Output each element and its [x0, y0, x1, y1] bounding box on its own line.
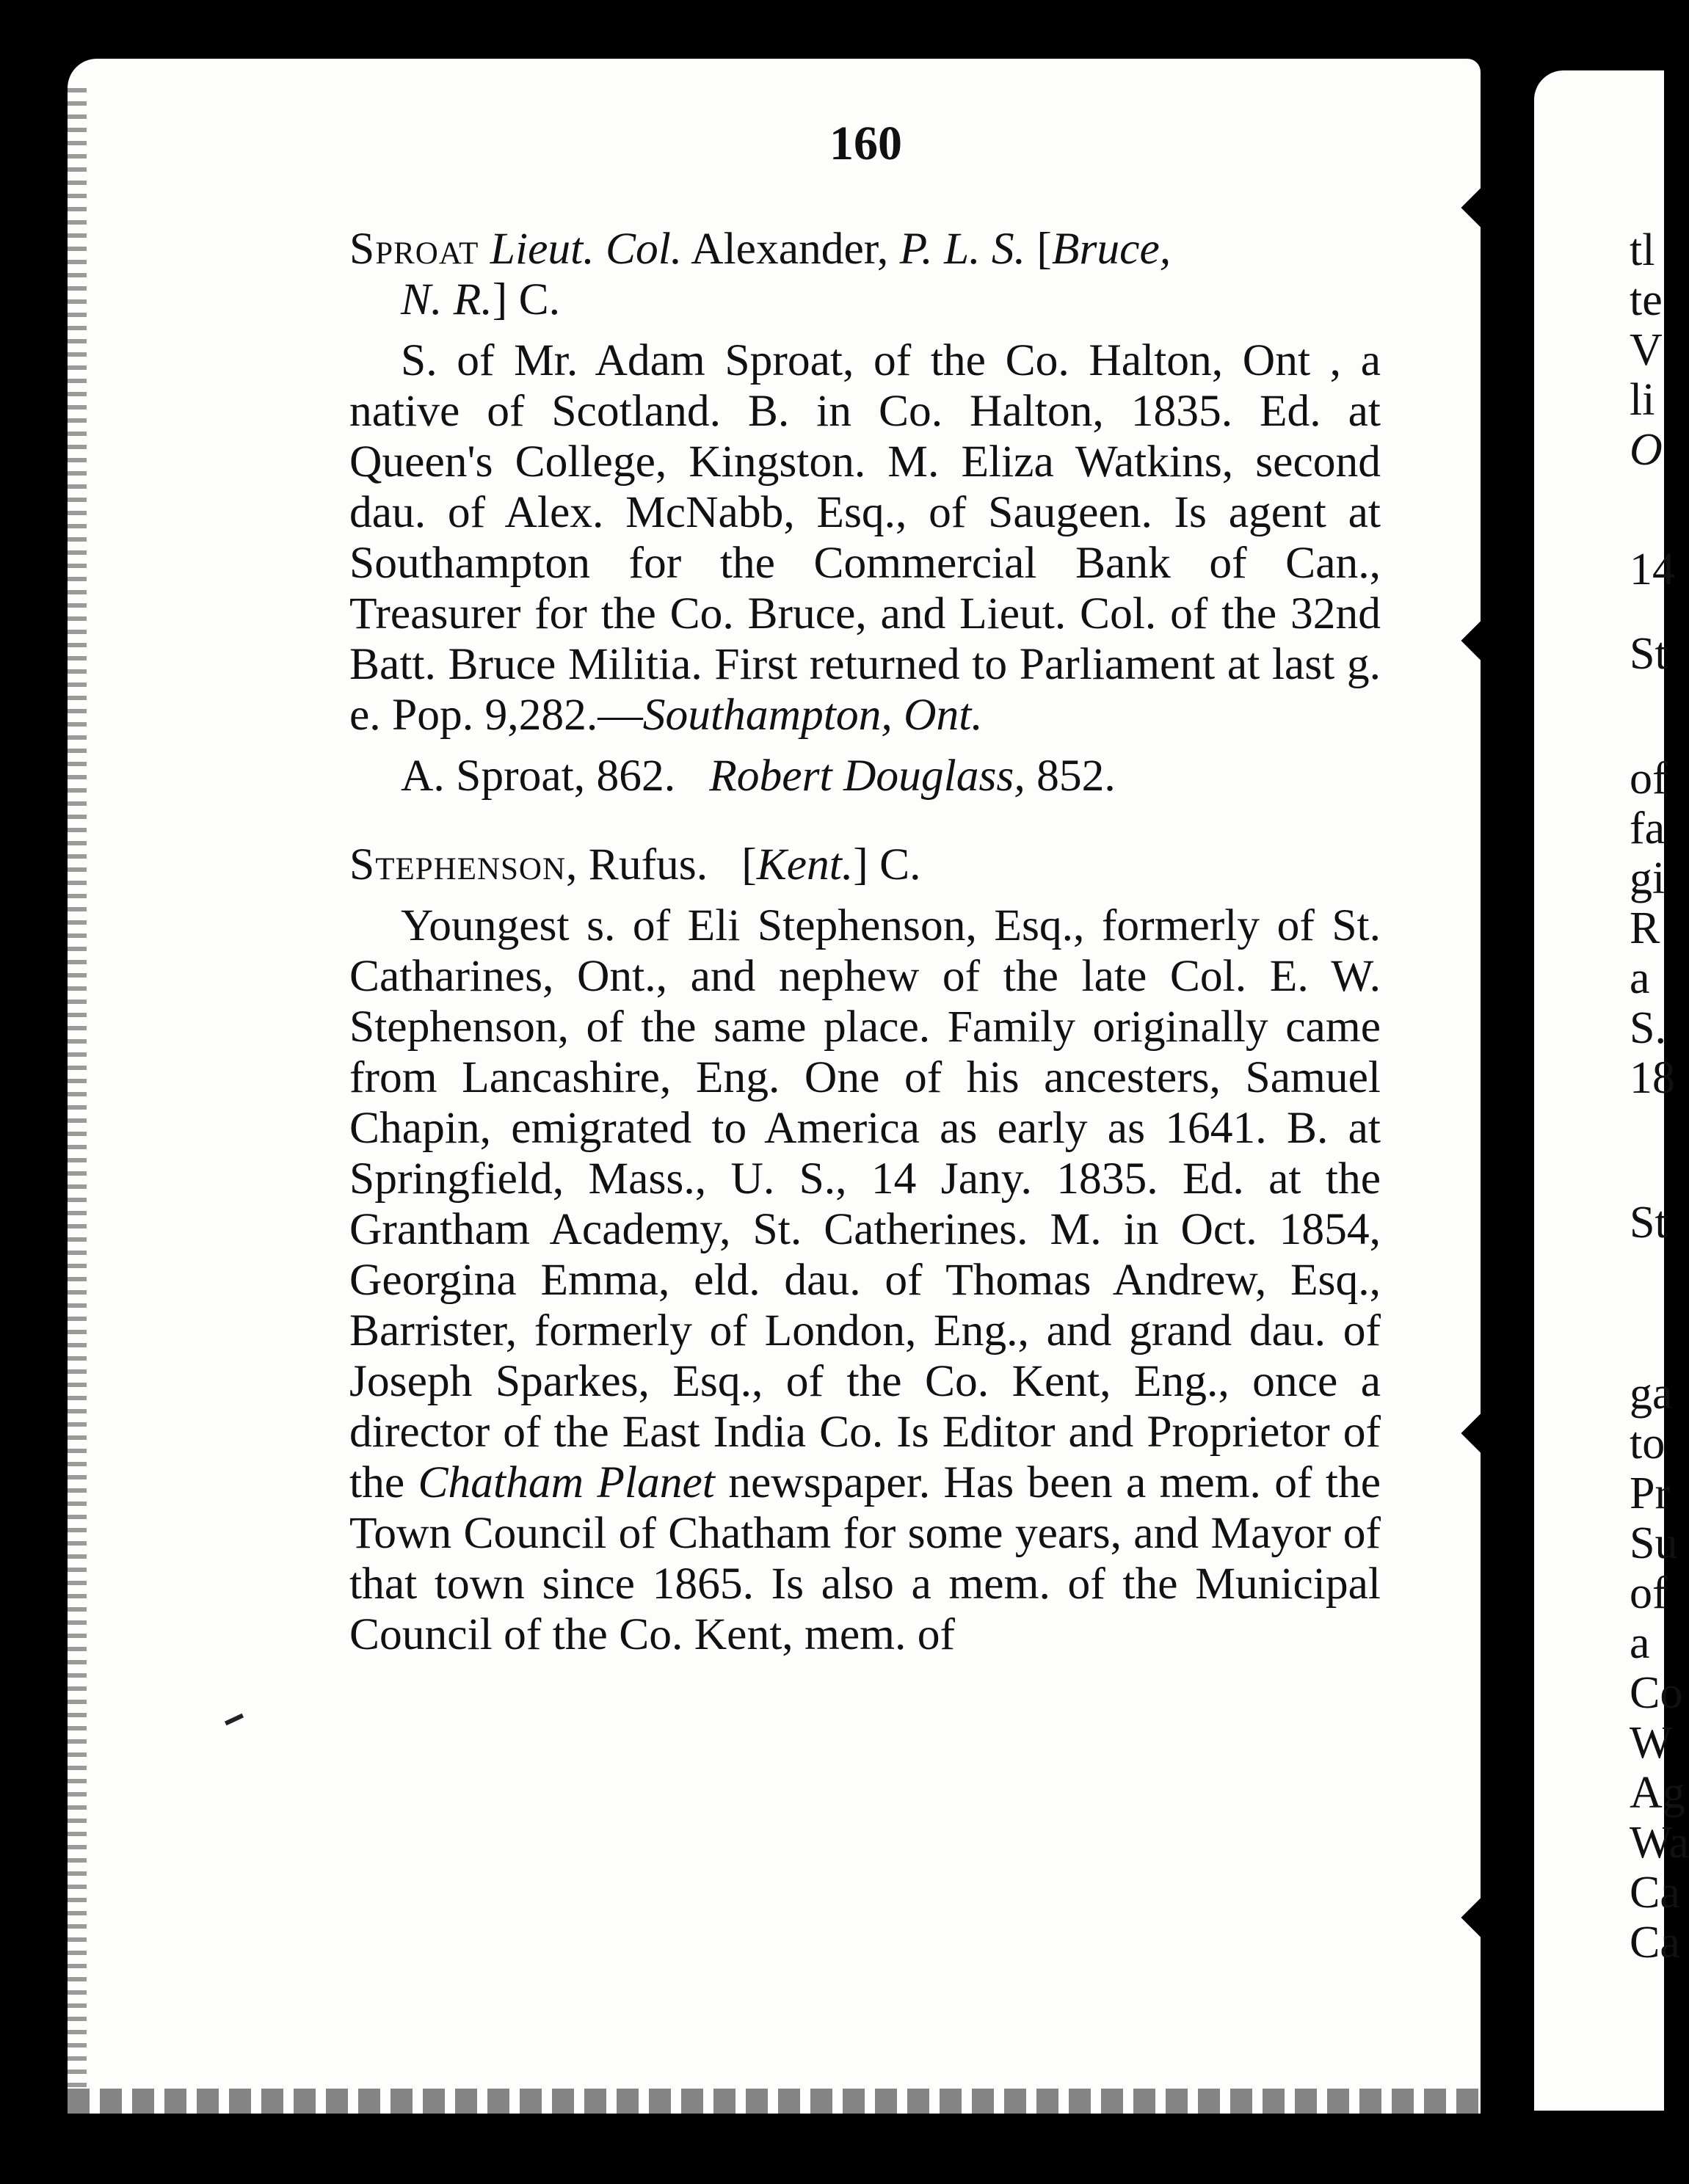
facing-page-fragment: a [1630, 953, 1650, 1003]
facing-page-fragment: Ca [1630, 1918, 1680, 1968]
facing-page-fragment: Ca [1630, 1868, 1680, 1918]
entry-title: P. L. S. [899, 224, 1026, 274]
entry-rank: Lieut. Col. [490, 224, 683, 274]
facing-page-fragment: 14 [1630, 545, 1675, 594]
entries-column [349, 224, 1381, 1660]
facing-page-fragment: tl [1630, 225, 1655, 275]
entry-surname: Stephenson [349, 840, 567, 889]
facing-page-fragment: St [1630, 629, 1668, 679]
entry-biography-text-continued: newspaper. Has been a mem. of the Town Council of Chatham for some years, and Mayor of that town since 1865. Is also a mem. of the Municipal Council of the Co. Kent, mem. of [349, 1457, 1381, 1659]
facing-page-fragment: li [1630, 375, 1655, 425]
facing-page-fragment: 18 [1630, 1053, 1675, 1103]
facing-page-fragment: Pr [1630, 1468, 1671, 1518]
book-binding [1481, 59, 1488, 2121]
election-results [401, 751, 1381, 801]
page-edge-bottom [68, 2089, 1481, 2114]
entry-riding: Kent. [756, 840, 854, 889]
entry-heading [349, 840, 1381, 890]
facing-page-fragment: Su [1630, 1518, 1678, 1568]
election-result-winner: A. Sproat, 862. [401, 751, 676, 801]
facing-page-fragment: S. [1630, 1003, 1666, 1053]
entry-bracket: [ [1025, 224, 1052, 274]
facing-page-fragment: to [1630, 1419, 1666, 1468]
facing-page-fragment: ga [1630, 1369, 1673, 1419]
election-result-opponent-votes: 852. [1025, 751, 1116, 801]
facing-page-fragment: R [1630, 903, 1660, 953]
entry-newspaper: Chatham Planet [418, 1457, 715, 1507]
election-result-opponent: Robert Douglass, [709, 751, 1025, 801]
facing-page-fragment: gi [1630, 853, 1666, 903]
entry-given-name: Alexander, [682, 224, 900, 274]
facing-page-fragment: fa [1630, 804, 1666, 853]
entry-given-name: , Rufus. [566, 840, 719, 889]
facing-page-fragment: St [1630, 1198, 1668, 1248]
entry-biography-text: Youngest s. of Eli Stephenson, Esq., formerly of St. Catharines, Ont., and nephew of the late Col. E. W. Stephenson, of the same place. Family originally came from Lancashire, Eng. One of his ancesters, Samuel Chapin, emigrated to America as early as 1641. B. at Springfield, Mass., U. S., 14 Jany. 1835. Ed. at the Grantham Academy, St. Catherines. M. in Oct. 1854, Georgina Emma, eld. dau. of Thomas Andrew, Esq., Barrister, formerly of London, Eng., and grand dau. of Joseph Sparkes, Esq., of the Co. Kent, Eng., once a director of the East India Co. Is Editor and Proprietor of the [349, 900, 1381, 1507]
entry-heading [349, 224, 1381, 274]
entry-heading-continued [401, 274, 1381, 325]
entry-bracket: [ [741, 840, 757, 889]
entry-riding-division: N. R. [401, 274, 493, 324]
entry-biography-text: S. of Mr. Adam Sproat, of the Co. Halton, Ont , a native of Scotland. B. in Co. Halton, 1835. Ed. at Queen's College, Kingston. M. Eliza Watkins, second dau. of Alex. McNabb, Esq., of Saugeen. Is agent at Southampton for the Commercial Bank of Can., Treasurer for the Co. Bruce, and Lieut. Col. of the 32nd Batt. Bruce Militia. First returned to Parliament at last g. e. Pop. 9,282.— [349, 335, 1381, 740]
entry-party: ] C. [492, 274, 560, 324]
entry-biography [349, 900, 1381, 1660]
facing-page-fragment: Co [1630, 1668, 1683, 1718]
entry-address: Southampton, Ont. [642, 690, 983, 740]
facing-page-fragment: of [1630, 1568, 1668, 1618]
entry-biography [349, 335, 1381, 740]
facing-page-fragment: a [1630, 1618, 1650, 1668]
facing-page-fragment: te [1630, 275, 1663, 325]
entry-party: ] C. [853, 840, 921, 889]
entry-surname: Sproat [349, 224, 479, 274]
entry-riding: Bruce, [1051, 224, 1172, 274]
facing-page-fragment: of [1630, 754, 1668, 804]
entry-stephenson [349, 840, 1381, 1660]
facing-page-fragment: Wa [1630, 1818, 1689, 1868]
facing-page-fragment: V [1630, 325, 1663, 375]
facing-page-fragment: W [1630, 1718, 1673, 1768]
facing-page-fragment: Ag [1630, 1768, 1685, 1818]
facing-page-fragment: O [1630, 425, 1663, 475]
entry-sproat [349, 224, 1381, 801]
page-edge-left [68, 88, 87, 2092]
page-number: 160 [829, 117, 902, 170]
